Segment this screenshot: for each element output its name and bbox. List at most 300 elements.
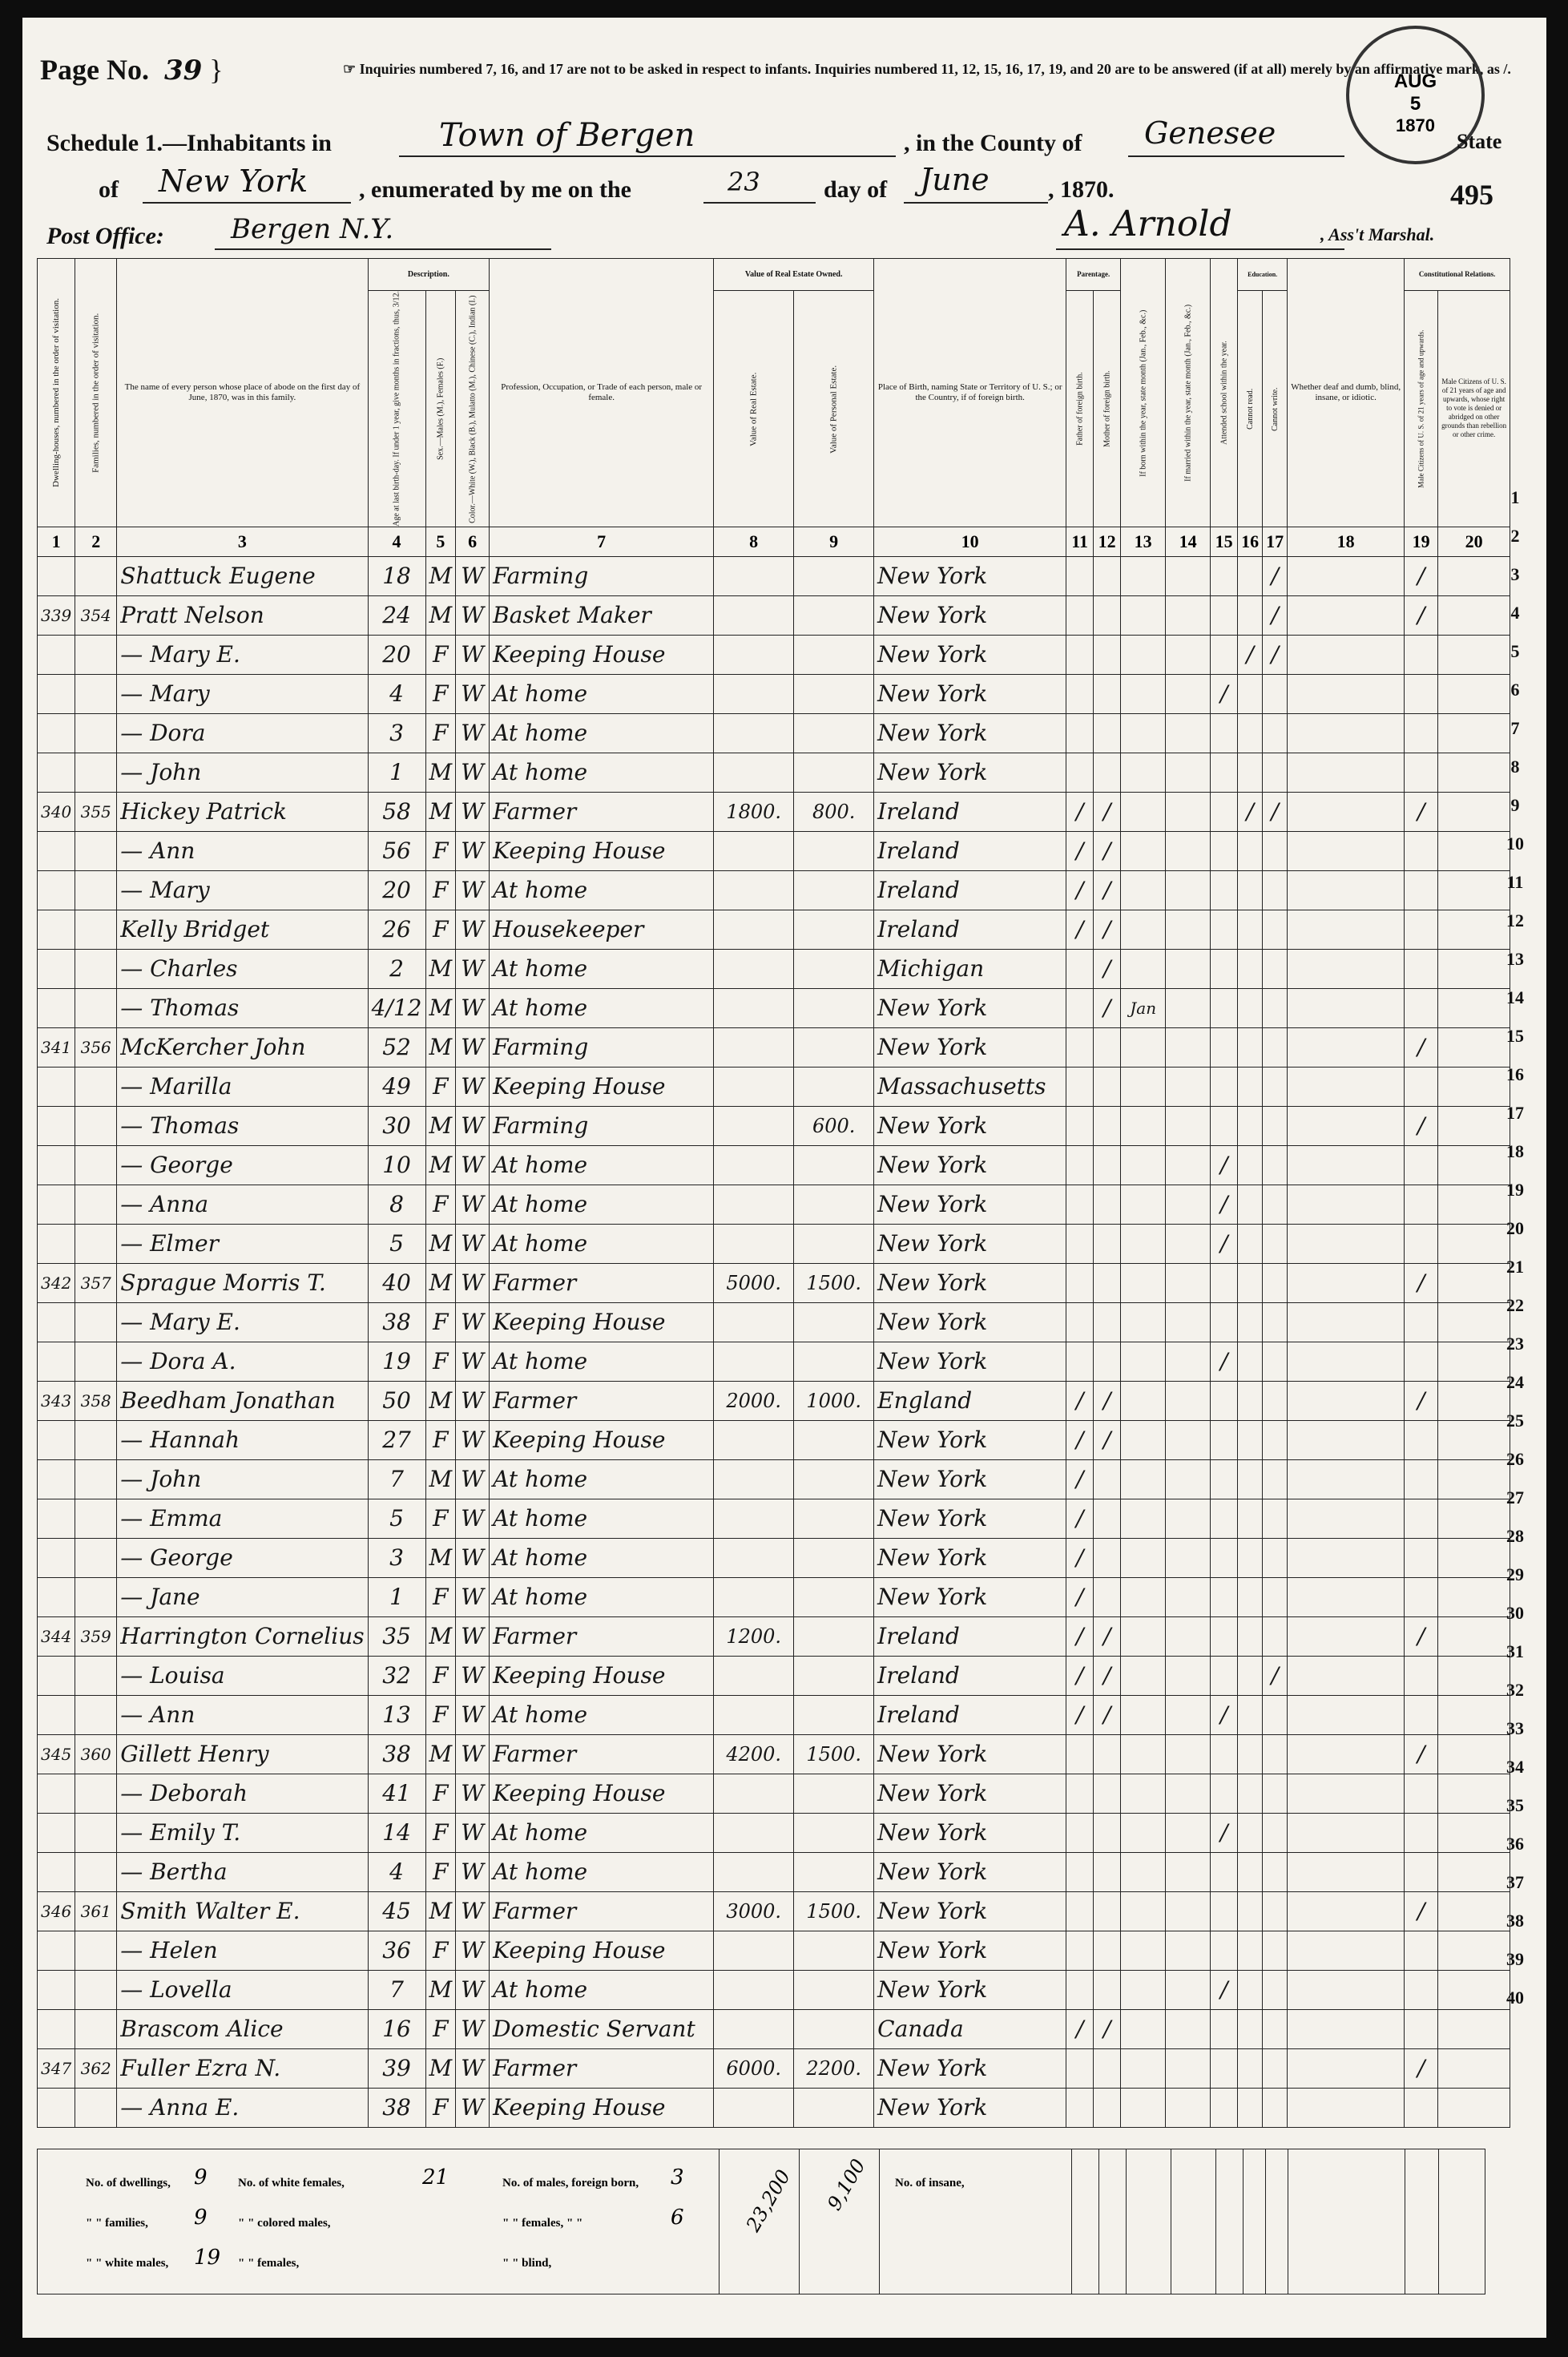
family-number	[75, 1774, 117, 1813]
color: W	[456, 1263, 490, 1302]
col-family-header: Families, numbered in the order of visitation.	[75, 259, 117, 527]
occupation: At home	[490, 753, 714, 792]
person-name: Smith Walter E.	[117, 1891, 368, 1931]
attended-school	[1211, 1577, 1238, 1616]
father-foreign: /	[1066, 1381, 1094, 1420]
marriage-month	[1166, 1106, 1211, 1145]
color: W	[456, 1067, 490, 1106]
occupation: Farming	[490, 1027, 714, 1067]
birth-month	[1121, 1774, 1166, 1813]
marriage-month	[1166, 1224, 1211, 1263]
color: W	[456, 2048, 490, 2088]
row-number: 32	[1506, 1680, 1524, 1700]
table-row	[38, 1381, 1510, 1420]
personal-estate-value	[794, 1342, 874, 1381]
birthplace: England	[874, 1381, 1066, 1420]
table-row	[38, 1459, 1510, 1499]
birthplace: New York	[874, 1813, 1066, 1852]
color: W	[456, 1381, 490, 1420]
attended-school	[1211, 635, 1238, 674]
marriage-month	[1166, 1852, 1211, 1891]
parentage-header: Parentage.	[1066, 259, 1121, 291]
disability	[1288, 2048, 1405, 2088]
age: 39	[368, 2048, 425, 2088]
birthplace: New York	[874, 1106, 1066, 1145]
cannot-write	[1263, 1106, 1288, 1145]
male-citizen	[1405, 1577, 1438, 1616]
birth-month	[1121, 1891, 1166, 1931]
mother-foreign: /	[1094, 831, 1121, 870]
page-number-label: Page No. 39 }	[40, 54, 224, 87]
sex: F	[425, 1656, 456, 1695]
birth-month	[1121, 2048, 1166, 2088]
person-name: — Deborah	[117, 1774, 368, 1813]
person-name: — John	[117, 1459, 368, 1499]
father-foreign: /	[1066, 1499, 1094, 1538]
marriage-month	[1166, 1067, 1211, 1106]
row-number: 31	[1506, 1641, 1524, 1661]
dwelling-number	[38, 1774, 75, 1813]
family-number	[75, 1459, 117, 1499]
attended-school	[1211, 1538, 1238, 1577]
cannot-write	[1263, 910, 1288, 949]
disability	[1288, 1891, 1405, 1931]
real-estate-value	[714, 1577, 794, 1616]
age: 7	[368, 1970, 425, 2009]
age: 7	[368, 1459, 425, 1499]
mother-foreign	[1094, 1067, 1121, 1106]
column-number: 20	[1438, 527, 1510, 556]
cannot-read	[1238, 1577, 1263, 1616]
birthplace: New York	[874, 753, 1066, 792]
attended-school	[1211, 1499, 1238, 1538]
table-row	[38, 595, 1510, 635]
personal-estate-value	[794, 1970, 874, 2009]
column-number: 12	[1094, 527, 1121, 556]
birthplace: Ireland	[874, 1616, 1066, 1656]
cannot-write	[1263, 1852, 1288, 1891]
father-foreign	[1066, 1263, 1094, 1302]
age: 41	[368, 1774, 425, 1813]
male-citizen: /	[1405, 595, 1438, 635]
cannot-read	[1238, 1381, 1263, 1420]
attended-school	[1211, 1931, 1238, 1970]
family-number: 358	[75, 1381, 117, 1420]
occupation: Farmer	[490, 792, 714, 831]
marriage-month	[1166, 1616, 1211, 1656]
disability	[1288, 1774, 1405, 1813]
table-row	[38, 1931, 1510, 1970]
blind-label: " " blind,	[502, 2257, 552, 2270]
mother-foreign	[1094, 1185, 1121, 1224]
disability	[1288, 1224, 1405, 1263]
male-citizen	[1405, 753, 1438, 792]
personal-estate-value	[794, 1577, 874, 1616]
occupation: Housekeeper	[490, 910, 714, 949]
real-estate-value	[714, 870, 794, 910]
row-number: 36	[1506, 1834, 1524, 1854]
marriage-month	[1166, 1931, 1211, 1970]
mother-foreign	[1094, 1263, 1121, 1302]
dwelling-number: 343	[38, 1381, 75, 1420]
mother-foreign	[1094, 595, 1121, 635]
row-number: 10	[1506, 833, 1524, 854]
table-row	[38, 1970, 1510, 2009]
attended-school: /	[1211, 1185, 1238, 1224]
person-name: — Emma	[117, 1499, 368, 1538]
birth-month	[1121, 1616, 1166, 1656]
sex: M	[425, 1381, 456, 1420]
foreign-males-label: No. of males, foreign born,	[502, 2177, 639, 2190]
cannot-read	[1238, 753, 1263, 792]
cannot-write	[1263, 674, 1288, 713]
color: W	[456, 1538, 490, 1577]
cannot-read: /	[1238, 792, 1263, 831]
real-estate-value	[714, 1538, 794, 1577]
family-number: 359	[75, 1616, 117, 1656]
col-personal-estate-header: Value of Personal Estate.	[794, 291, 874, 527]
marriage-month	[1166, 831, 1211, 870]
birthplace: New York	[874, 1734, 1066, 1774]
person-name: Shattuck Eugene	[117, 556, 368, 595]
birthplace: New York	[874, 1970, 1066, 2009]
attended-school	[1211, 1027, 1238, 1067]
attended-school	[1211, 1420, 1238, 1459]
family-number	[75, 1695, 117, 1734]
birth-month	[1121, 556, 1166, 595]
col-disability-header: Whether deaf and dumb, blind, insane, or idiotic.	[1288, 259, 1405, 527]
col-cannot-write-header: Cannot write.	[1263, 291, 1288, 527]
row-number: 19	[1506, 1180, 1524, 1200]
table-row	[38, 910, 1510, 949]
real-estate-value	[714, 1067, 794, 1106]
occupation: Keeping House	[490, 1067, 714, 1106]
color: W	[456, 1420, 490, 1459]
birthplace: New York	[874, 1538, 1066, 1577]
attended-school: /	[1211, 1813, 1238, 1852]
attended-school	[1211, 831, 1238, 870]
cannot-read	[1238, 1342, 1263, 1381]
birthplace: New York	[874, 1027, 1066, 1067]
occupation: Basket Maker	[490, 595, 714, 635]
birthplace: Ireland	[874, 1656, 1066, 1695]
birthplace: New York	[874, 1577, 1066, 1616]
mother-foreign	[1094, 1931, 1121, 1970]
birthplace: New York	[874, 1224, 1066, 1263]
foreign-females-count: 6	[671, 2206, 684, 2230]
mother-foreign: /	[1094, 910, 1121, 949]
father-foreign	[1066, 1970, 1094, 2009]
sex: M	[425, 1145, 456, 1185]
marriage-month	[1166, 1459, 1211, 1499]
male-citizen	[1405, 2088, 1438, 2127]
sex: F	[425, 1695, 456, 1734]
disability	[1288, 1420, 1405, 1459]
father-foreign: /	[1066, 792, 1094, 831]
real-estate-value	[714, 1499, 794, 1538]
row-number: 4	[1510, 603, 1520, 623]
row-number: 22	[1506, 1295, 1524, 1315]
sex: F	[425, 1499, 456, 1538]
personal-estate-value: 800.	[794, 792, 874, 831]
summary-footer	[37, 2149, 1485, 2294]
table-row	[38, 635, 1510, 674]
dwelling-number	[38, 674, 75, 713]
birth-month	[1121, 753, 1166, 792]
age: 18	[368, 556, 425, 595]
disability	[1288, 556, 1405, 595]
age: 50	[368, 1381, 425, 1420]
birth-month	[1121, 1106, 1166, 1145]
color: W	[456, 1577, 490, 1616]
column-number-row	[38, 527, 1510, 556]
attended-school	[1211, 713, 1238, 753]
age: 16	[368, 2009, 425, 2048]
birth-month	[1121, 1499, 1166, 1538]
mother-foreign	[1094, 2088, 1121, 2127]
color: W	[456, 635, 490, 674]
families-label: " " families,	[86, 2217, 148, 2230]
column-number: 1	[38, 527, 75, 556]
cannot-read	[1238, 1852, 1263, 1891]
col-birthplace-header: Place of Birth, naming State or Territory of U. S.; or the Country, if of foreign birth.	[874, 259, 1066, 527]
family-number	[75, 2009, 117, 2048]
birthplace: New York	[874, 1931, 1066, 1970]
mother-foreign: /	[1094, 2009, 1121, 2048]
row-number: 8	[1510, 757, 1520, 777]
real-estate-value: 5000.	[714, 1263, 794, 1302]
sex: F	[425, 1185, 456, 1224]
cannot-read	[1238, 1459, 1263, 1499]
cannot-read	[1238, 1891, 1263, 1931]
real-estate-value	[714, 1695, 794, 1734]
personal-estate-value	[794, 2088, 874, 2127]
family-number	[75, 1224, 117, 1263]
father-foreign	[1066, 635, 1094, 674]
family-number: 354	[75, 595, 117, 635]
real-estate-value	[714, 1813, 794, 1852]
family-number	[75, 910, 117, 949]
real-estate-value	[714, 1774, 794, 1813]
sex: F	[425, 1852, 456, 1891]
mother-foreign	[1094, 1891, 1121, 1931]
sex: F	[425, 2009, 456, 2048]
family-number	[75, 1185, 117, 1224]
person-name: Brascom Alice	[117, 2009, 368, 2048]
cannot-write	[1263, 713, 1288, 753]
dwelling-number	[38, 910, 75, 949]
mother-foreign: /	[1094, 870, 1121, 910]
person-name: — Jane	[117, 1577, 368, 1616]
father-foreign: /	[1066, 1459, 1094, 1499]
attended-school	[1211, 1381, 1238, 1420]
cannot-read	[1238, 1224, 1263, 1263]
cannot-read	[1238, 2048, 1263, 2088]
col-father-foreign-header: Father of foreign birth.	[1066, 291, 1094, 527]
real-estate-value	[714, 1224, 794, 1263]
father-foreign: /	[1066, 1695, 1094, 1734]
row-number: 40	[1506, 1988, 1524, 2008]
cannot-write	[1263, 1774, 1288, 1813]
disability	[1288, 1656, 1405, 1695]
row-number: 3	[1510, 564, 1520, 584]
attended-school	[1211, 1302, 1238, 1342]
person-name: — Mary E.	[117, 1302, 368, 1342]
color: W	[456, 1145, 490, 1185]
color: W	[456, 870, 490, 910]
person-name: — Thomas	[117, 988, 368, 1027]
mother-foreign: /	[1094, 1420, 1121, 1459]
dwelling-number	[38, 1931, 75, 1970]
family-number	[75, 2088, 117, 2127]
real-estate-value	[714, 949, 794, 988]
father-foreign	[1066, 1145, 1094, 1185]
birthplace: New York	[874, 1302, 1066, 1342]
folio-number: 495	[1450, 179, 1493, 211]
disability	[1288, 1145, 1405, 1185]
cannot-read	[1238, 713, 1263, 753]
cannot-read	[1238, 2088, 1263, 2127]
marriage-month	[1166, 753, 1211, 792]
color: W	[456, 831, 490, 870]
birth-month	[1121, 674, 1166, 713]
sex: M	[425, 792, 456, 831]
birthplace: Canada	[874, 2009, 1066, 2048]
occupation: Farmer	[490, 1891, 714, 1931]
row-number: 33	[1506, 1718, 1524, 1738]
birth-month	[1121, 635, 1166, 674]
dwelling-number	[38, 1695, 75, 1734]
table-row	[38, 1734, 1510, 1774]
father-foreign	[1066, 1224, 1094, 1263]
disability	[1288, 2088, 1405, 2127]
sex: F	[425, 1577, 456, 1616]
real-estate-value	[714, 713, 794, 753]
age: 38	[368, 1302, 425, 1342]
father-foreign	[1066, 1342, 1094, 1381]
male-citizen	[1405, 831, 1438, 870]
dwelling-number	[38, 1420, 75, 1459]
census-page	[22, 18, 1546, 2338]
occupation: At home	[490, 1852, 714, 1891]
table-row	[38, 2088, 1510, 2127]
cannot-write	[1263, 1067, 1288, 1106]
attended-school: /	[1211, 1145, 1238, 1185]
personal-estate-value	[794, 1656, 874, 1695]
sex: M	[425, 1734, 456, 1774]
family-number	[75, 1813, 117, 1852]
birthplace: New York	[874, 1145, 1066, 1185]
disability	[1288, 2009, 1405, 2048]
attended-school	[1211, 910, 1238, 949]
sex: F	[425, 1931, 456, 1970]
male-citizen	[1405, 1774, 1438, 1813]
table-row	[38, 1891, 1510, 1931]
age: 30	[368, 1106, 425, 1145]
cannot-write	[1263, 1499, 1288, 1538]
occupation: At home	[490, 674, 714, 713]
disability	[1288, 1734, 1405, 1774]
birthplace: Ireland	[874, 870, 1066, 910]
cannot-write	[1263, 949, 1288, 988]
cannot-read	[1238, 1027, 1263, 1067]
male-citizen: /	[1405, 556, 1438, 595]
person-name: — George	[117, 1538, 368, 1577]
color: W	[456, 1224, 490, 1263]
insane-label: No. of insane,	[895, 2177, 965, 2190]
dwelling-number	[38, 753, 75, 792]
dwelling-number	[38, 635, 75, 674]
color: W	[456, 1734, 490, 1774]
sex: M	[425, 556, 456, 595]
disability	[1288, 1852, 1405, 1891]
stamp-year: 1870	[1396, 115, 1435, 135]
occupation: Farmer	[490, 1734, 714, 1774]
marriage-month	[1166, 1734, 1211, 1774]
row-number: 28	[1506, 1526, 1524, 1546]
cannot-read	[1238, 674, 1263, 713]
color: W	[456, 713, 490, 753]
real-estate-value	[714, 556, 794, 595]
father-foreign	[1066, 1852, 1094, 1891]
disability	[1288, 1499, 1405, 1538]
cannot-read	[1238, 1499, 1263, 1538]
mother-foreign	[1094, 1145, 1121, 1185]
person-name: — Anna	[117, 1185, 368, 1224]
occupation: At home	[490, 1499, 714, 1538]
marriage-month	[1166, 1145, 1211, 1185]
col-age-header: Age at last birth-day. If under 1 year, give months in fractions, thus, 3/12.	[368, 291, 425, 527]
marriage-month	[1166, 1381, 1211, 1420]
dwellings-count: 9	[194, 2165, 208, 2190]
foreign-males-count: 3	[671, 2165, 684, 2190]
stamp-month: AUG	[1393, 71, 1437, 92]
birthplace: New York	[874, 1852, 1066, 1891]
father-foreign	[1066, 595, 1094, 635]
family-number: 361	[75, 1891, 117, 1931]
male-citizen	[1405, 2009, 1438, 2048]
attended-school	[1211, 2009, 1238, 2048]
white-females-label: No. of white females,	[238, 2177, 345, 2190]
cannot-read	[1238, 1970, 1263, 2009]
age: 4	[368, 674, 425, 713]
row-number: 27	[1506, 1487, 1524, 1507]
family-number: 360	[75, 1734, 117, 1774]
personal-estate-value: 1500.	[794, 1263, 874, 1302]
marriage-month	[1166, 1970, 1211, 2009]
age: 27	[368, 1420, 425, 1459]
column-number: 2	[75, 527, 117, 556]
family-number	[75, 1145, 117, 1185]
occupation: At home	[490, 1695, 714, 1734]
family-number: 355	[75, 792, 117, 831]
male-citizen	[1405, 1813, 1438, 1852]
birth-month	[1121, 1420, 1166, 1459]
marriage-month	[1166, 1499, 1211, 1538]
sex: F	[425, 2088, 456, 2127]
sex: F	[425, 1813, 456, 1852]
personal-estate-value	[794, 2009, 874, 2048]
attended-school	[1211, 1459, 1238, 1499]
marriage-month	[1166, 635, 1211, 674]
birthplace: New York	[874, 2088, 1066, 2127]
attended-school	[1211, 1891, 1238, 1931]
row-number: 38	[1506, 1911, 1524, 1931]
mother-foreign	[1094, 1813, 1121, 1852]
sex: F	[425, 1420, 456, 1459]
mother-foreign	[1094, 1224, 1121, 1263]
dwelling-number	[38, 831, 75, 870]
